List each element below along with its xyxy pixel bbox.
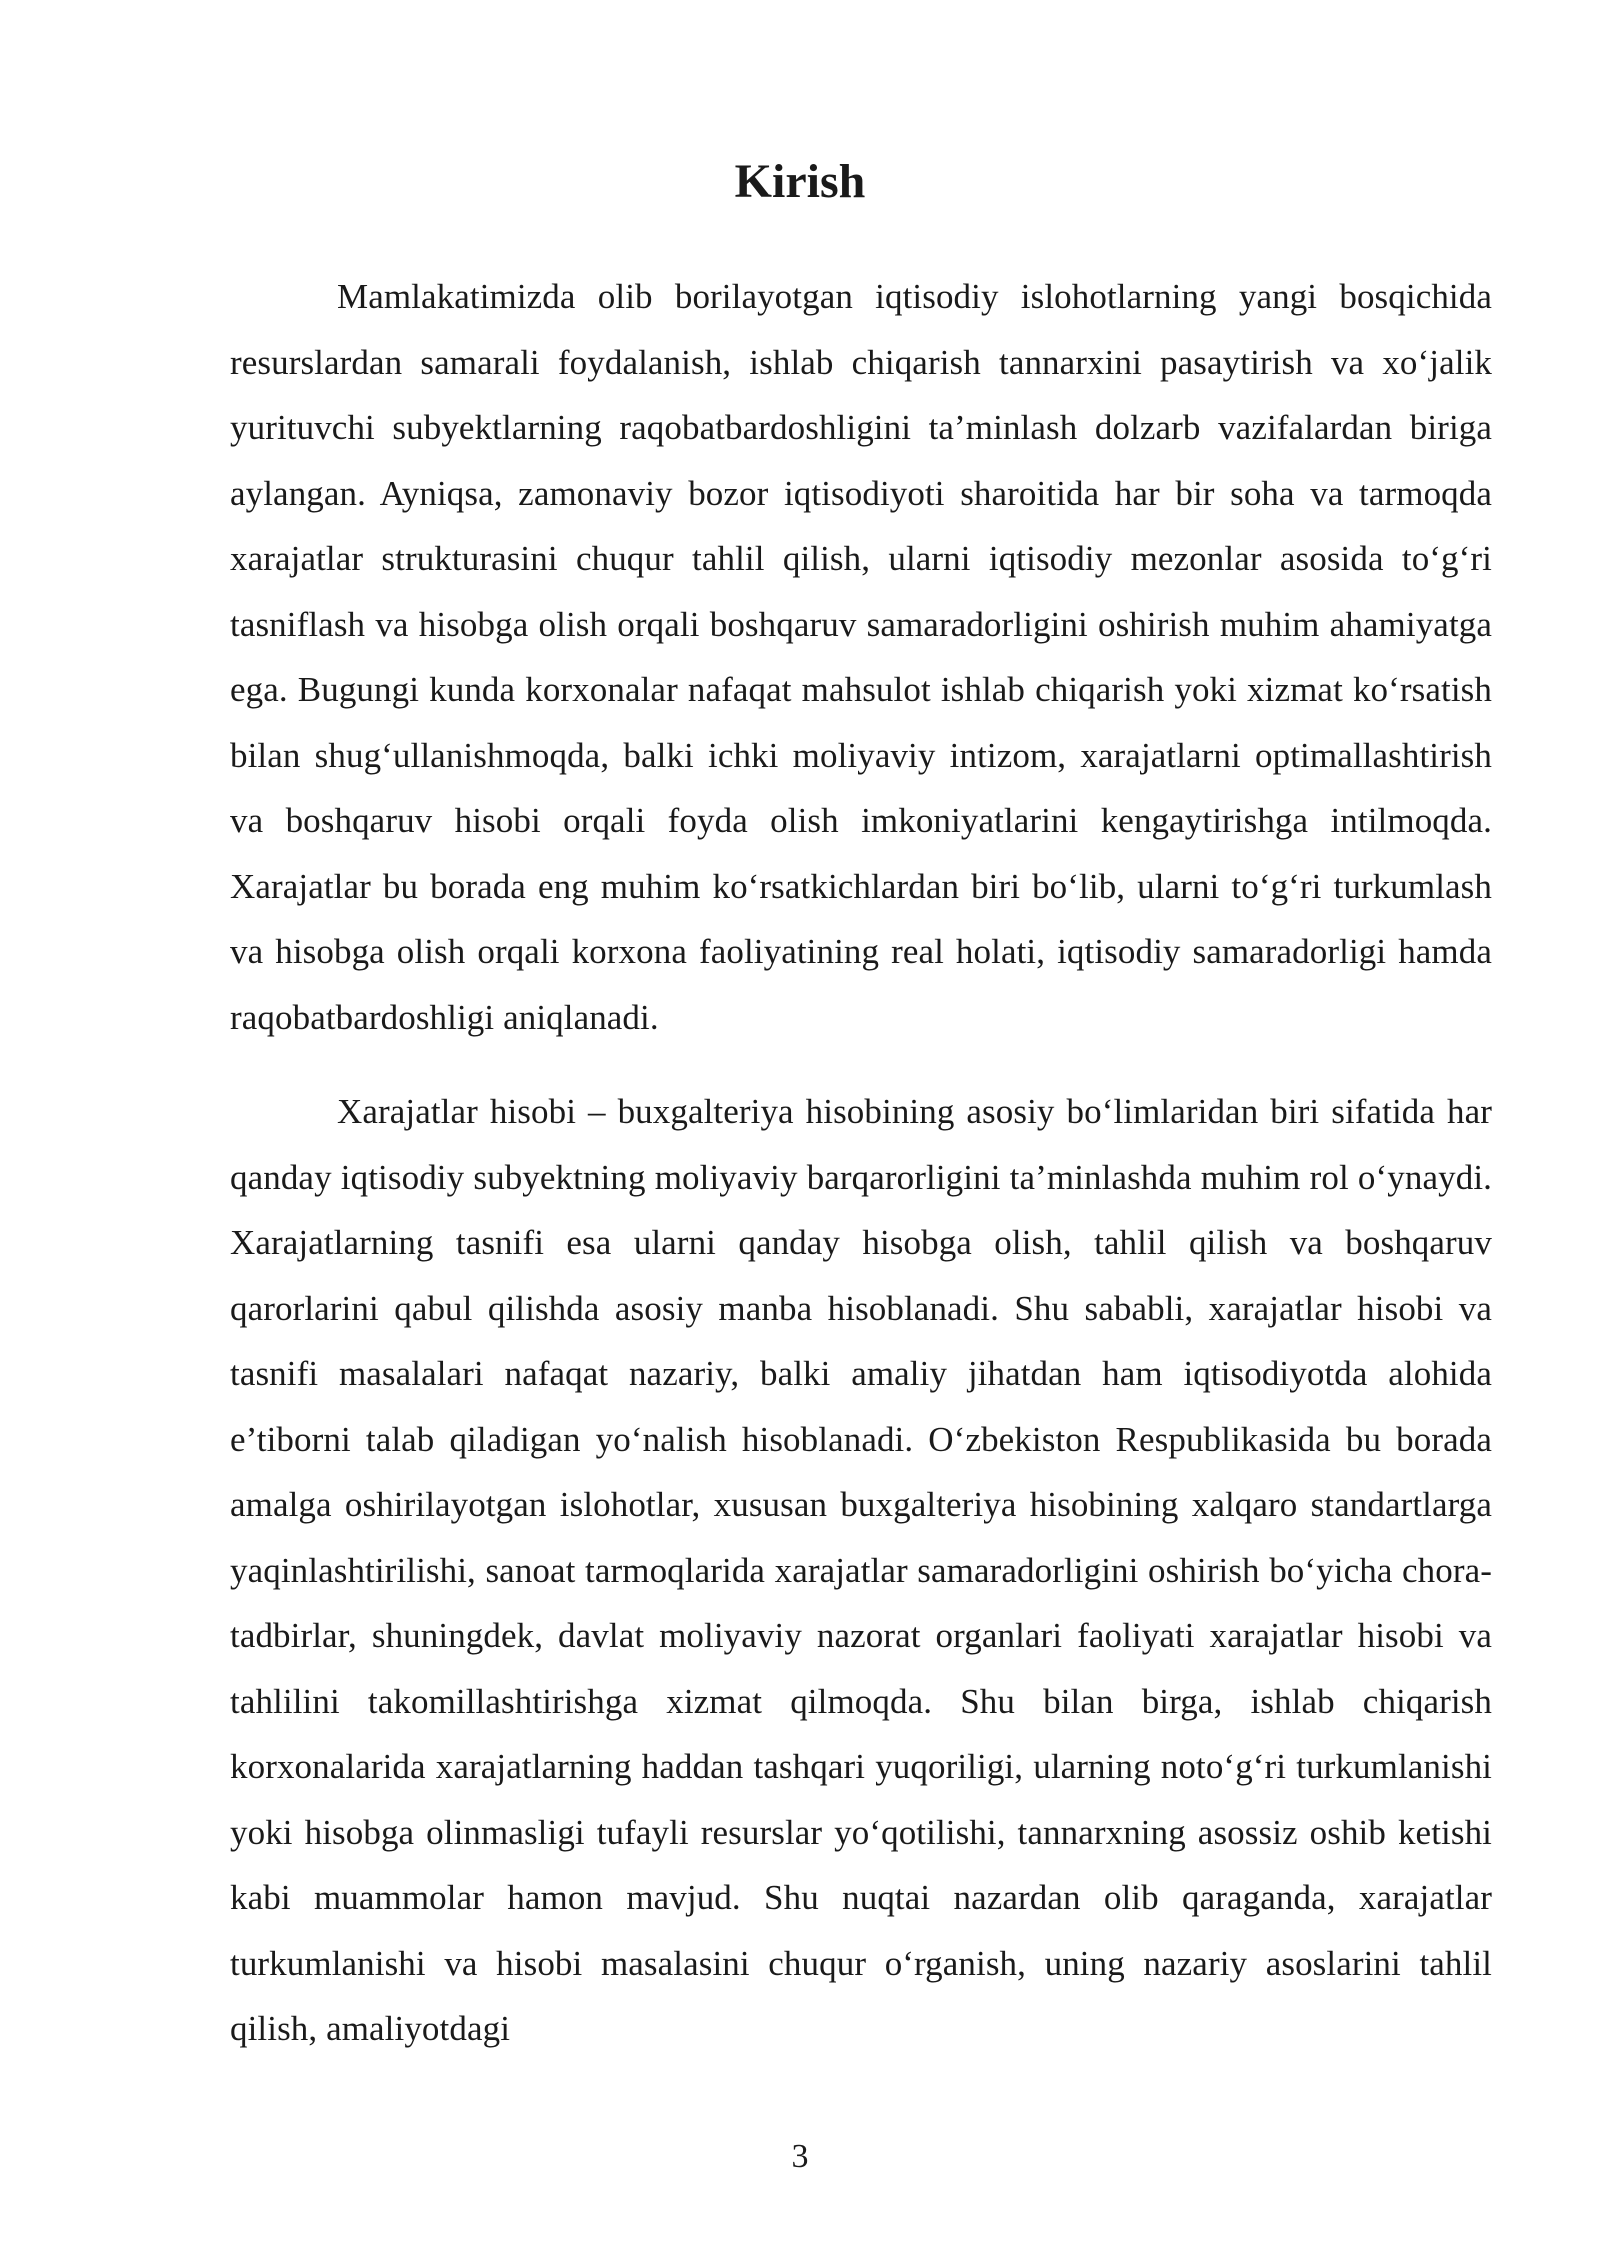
- page-number: 3: [791, 2138, 809, 2175]
- body-text: [230, 264, 1492, 2062]
- paragraph-1: Mamlakatimizda olib borilayotgan iqtisodiy islohotlarning yangi bosqichida resurslardan samarali foydalanish, ishlab chiqarish tannarxini pasaytirish va xo‘jalik yurituvchi subyektlarning raqobatbardoshligini ta’minlash dolzarb vazifalardan biriga aylangan. Ayniqsa, zamonaviy bozor iqtisodiyoti sharoitida har bir soha va tarmoqda xarajatlar strukturasini chuqur tahlil qilish, ularni iqtisodiy mezonlar asosida to‘g‘ri tasniflash va hisobga olish orqali boshqaruv samaradorligini oshirish muhim ahamiyatga ega. Bugungi kunda korxonalar nafaqat mahsulot ishlab chiqarish yoki xizmat ko‘rsatish bilan shug‘ullanishmoqda, balki ichki moliyaviy intizom, xarajatlarni optimallashtirish va boshqaruv hisobi orqali foyda olish imkoniyatlarini kengaytirishga intilmoqda. Xarajatlar bu borada eng muhim ko‘rsatkichlardan biri bo‘lib, ularni to‘g‘ri turkumlash va hisobga olish orqali korxona faoliyatining real holati, iqtisodiy samaradorligi hamda raqobatbardoshligi aniqlanadi.: [230, 277, 1492, 1037]
- page-title: Kirish: [734, 155, 866, 208]
- paragraph-2: Xarajatlar hisobi – buxgalteriya hisobining asosiy bo‘limlaridan biri sifatida har qanday iqtisodiy subyektning moliyaviy barqarorligini ta’minlashda muhim rol o‘ynaydi. Xarajatlarning tasnifi esa ularni qanday hisobga olish, tahlil qilish va boshqaruv qarorlarini qabul qilishda asosiy manba hisoblanadi. Shu sababli, xarajatlar hisobi va tasnifi masalalari nafaqat nazariy, balki amaliy jihatdan ham iqtisodiyotda alohida e’tiborni talab qiladigan yo‘nalish hisoblanadi. O‘zbekiston Respublikasida bu borada amalga oshirilayotgan islohotlar, xususan buxgalteriya hisobining xalqaro standartlarga yaqinlashtirilishi, sanoat tarmoqlarida xarajatlar samaradorligini oshirish bo‘yicha chora-tadbirlar, shuningdek, davlat moliyaviy nazorat organlari faoliyati xarajatlar hisobi va tahlilini takomillashtirishga xizmat qilmoqda. Shu bilan birga, ishlab chiqarish korxonalarida xarajatlarning haddan tashqari yuqoriligi, ularning noto‘g‘ri turkumlanishi yoki hisobga olinmasligi tufayli resurslar yo‘qotilishi, tannarxning asossiz oshib ketishi kabi muammolar hamon mavjud. Shu nuqtai nazardan olib qaraganda, xarajatlar turkumlanishi va hisobi masalasini chuqur o‘rganish, uning nazariy asoslarini tahlil qilish, amaliyotdagi: [230, 1092, 1492, 2048]
